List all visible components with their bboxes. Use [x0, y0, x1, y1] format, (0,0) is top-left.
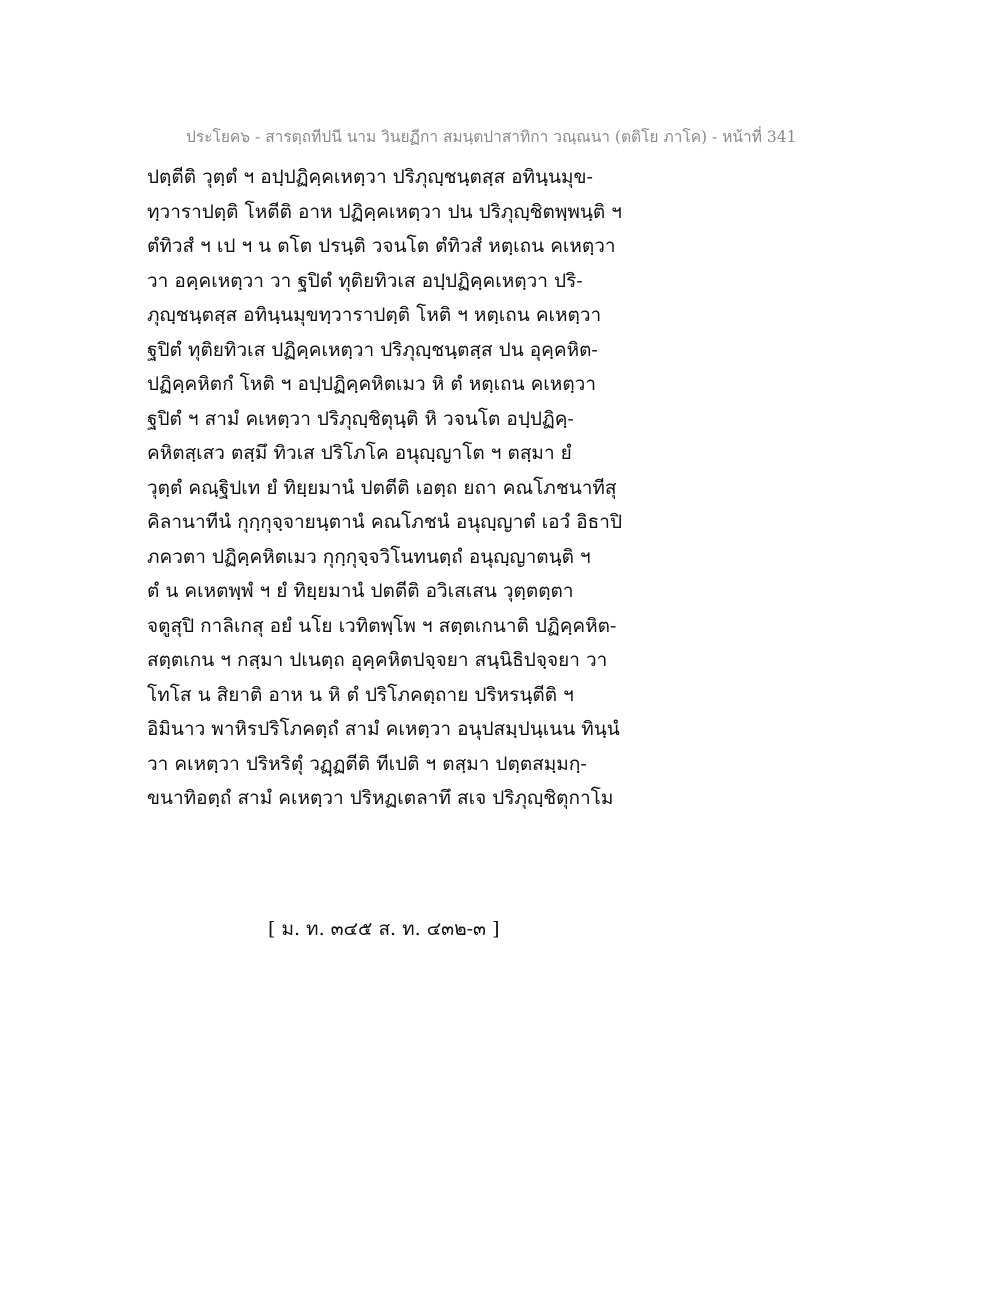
text-line: วา คเหตฺวา ปริหริตุํ วฏฺฏตีติ ทีเปติ ฯ ตสฺมา ปตฺตสมฺมกฺ-: [147, 752, 587, 775]
text-line: ขนาทิอตฺถํ สามํ คเหตฺวา ปริหฏเตลาทึ สเจ ปริภุญฺชิตุกาโม: [147, 787, 614, 809]
text-line: ปฏิคฺคหิตกํ โหติ ฯ อปฺปฏิคฺคหิตเมว หิ ตํ หตฺเถน คเหตฺวา: [147, 373, 596, 395]
text-line: ฐปิตํ ฯ สามํ คเหตฺวา ปริภุญฺชิตุนฺติ หิ วจนโต อปฺปฏิคฺ-: [147, 407, 574, 430]
text-line: วุตฺตํ คณฺฐิปเท ยํ ทิยฺยมานํ ปตตีติ เอตฺถ ยถา คณโภชนาทีสุ: [147, 476, 617, 499]
text-line: โทโส น สิยาติ อาห น หิ ตํ ปริโภคตฺถาย ปริหรนฺตีติ ฯ: [147, 683, 574, 706]
page-reference: [ ม. ท. ๓๔๕ ส. ท. ๔๓๒-๓ ]: [268, 918, 500, 940]
text-line: คิลานาทีนํ กุกฺกุจฺจายนฺตานํ คณโภชนํ อนุญฺญาตํ เอวํ อิธาปิ: [147, 511, 622, 533]
body-text: [147, 160, 677, 816]
text-line: คหิตสฺเสว ตสฺมึ ทิวเส ปริโภโค อนุญฺญาโต ฯ ตสฺมา ยํ: [147, 442, 572, 464]
text-line: ภุญฺชนฺตสฺส อทินฺนมุขทฺวาราปตฺติ โหติ ฯ หตฺเถน คเหตฺวา: [147, 304, 602, 326]
text-line: ตํ น คเหตพฺพํ ฯ ยํ ทิยฺยมานํ ปตตีติ อวิเสเสน วุตฺตตฺตา: [147, 580, 574, 602]
running-header: ประโยค๖ - สารตฺถทีปนี นาม วินยฏีกา สมนฺตปาสาทิกา วณฺณนา (ตติโย ภาโค) - หน้าที่ 341: [186, 128, 797, 146]
text-line: ภควตา ปฏิคฺคหิตเมว กุกฺกุจฺจวิโนทนตฺถํ อนุญฺญาตนฺติ ฯ: [147, 545, 591, 568]
text-line: ปตฺตีติ วุตฺตํ ฯ อปฺปฏิคฺคเหตฺวา ปริภุญฺชนฺตสฺส อทินฺนมุข-: [147, 166, 593, 188]
text-line: จตูสุปิ กาลิเกสุ อยํ นโย เวทิตพฺโพ ฯ สตฺตเกนาติ ปฏิคฺคหิต-: [147, 614, 617, 637]
text-line: ตํทิวสํ ฯ เป ฯ น ตโต ปรนฺติ วจนโต ตํทิวสํ หตฺเถน คเหตฺวา: [147, 235, 616, 257]
text-line: สตฺตเกน ฯ กสฺมา ปเนตฺถ อุคฺคหิตปจฺจยา สนฺนิธิปจฺจยา วา: [147, 649, 608, 671]
text-line: ทฺวาราปตฺติ โหตีติ อาห ปฏิคฺคเหตฺวา ปน ปริภุญฺชิตพฺพนฺติ ฯ: [147, 200, 622, 223]
text-line: ฐปิตํ ทุติยทิวเส ปฏิคฺคเหตฺวา ปริภุญฺชนฺตสฺส ปน อุคฺคหิต-: [147, 338, 598, 361]
text-line: วา อคฺคเหตฺวา วา ฐปิตํ ทุติยทิวเส อปฺปฏิคฺคเหตฺวา ปริ-: [147, 269, 583, 292]
text-line: อิมินาว พาหิรปริโภคตฺถํ สามํ คเหตฺวา อนุปสมฺปนฺเนน ทินฺนํ: [147, 718, 620, 740]
